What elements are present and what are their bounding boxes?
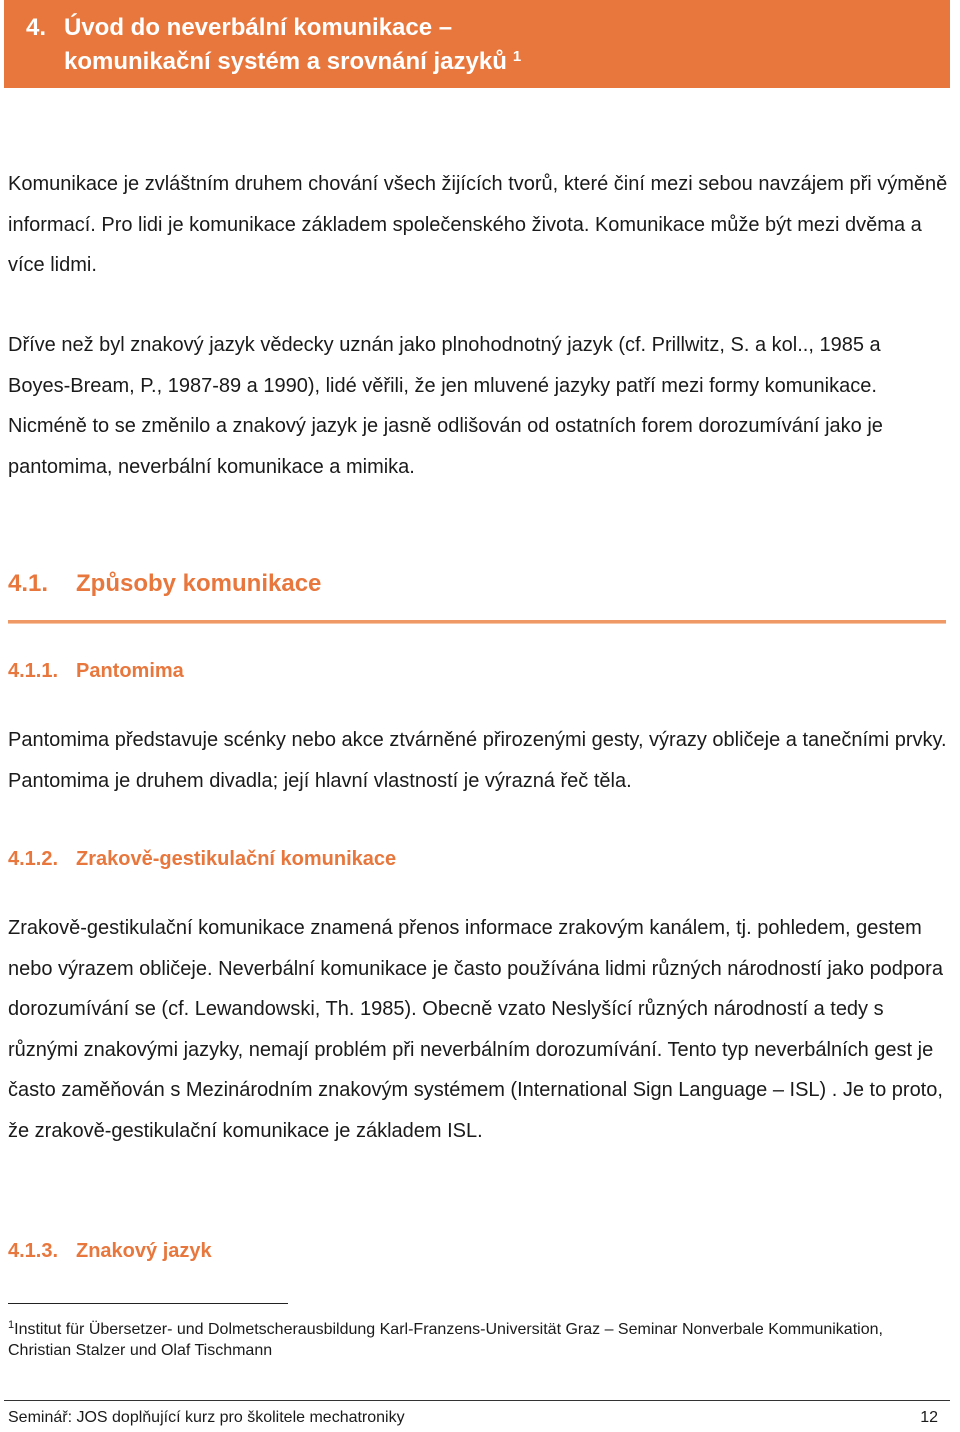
footnote-divider	[8, 1303, 288, 1304]
chapter-title-line2	[64, 48, 521, 76]
page-number: 12	[920, 1409, 938, 1426]
subsection-title: Pantomima	[76, 660, 184, 682]
chapter-title-line1: Úvod do neverbální komunikace –	[64, 14, 453, 41]
footer-title: Seminář: JOS doplňující kurz pro školitele mechatroniky	[8, 1409, 405, 1426]
footer-divider	[4, 1400, 950, 1401]
footnote-text: Institut für Übersetzer- und Dolmetscherausbildung Karl-Franzens-Universität Graz – Seminar Nonverbale Kommunikation, Christian Stalzer und Olaf Tischmann	[8, 1321, 883, 1359]
subsection-title: Znakový jazyk	[76, 1240, 212, 1262]
section-heading	[8, 570, 321, 598]
subsection-heading-znakovy-jazyk	[8, 1240, 212, 1263]
subsection-heading-pantomima	[8, 660, 184, 683]
intro-paragraph-1: Komunikace je zvláštním druhem chování všech žijících tvorů, které činí mezi sebou navzájem při výměně informací. Pro lidi je komunikace základem společenského života. Komunikace může být mezi dvěma a více lidmi.	[8, 173, 948, 276]
footnote-marker: 1	[8, 1319, 15, 1331]
footnote-reference[interactable]: 1	[512, 48, 522, 65]
chapter-header	[4, 0, 950, 88]
chapter-title-line2-text: komunikační systém a srovnání jazyků	[64, 48, 507, 75]
intro-paragraph-2: Dříve než byl znakový jazyk vědecky uznán jako plnohodnotný jazyk (cf. Prillwitz, S. a kol.., 1985 a Boyes-Bream, P., 1987-89 a 1990), lidé věřili, že jen mluvené jazyky patří mezi formy komunikace. Nicméně to se změnilo a znakový jazyk je jasně odlišován od ostatních forem dorozumívání jako je pantomima, neverbální komunikace a mimika.	[8, 334, 883, 478]
chapter-number: 4.	[26, 14, 47, 41]
section-divider	[8, 620, 946, 624]
subsection-number: 4.1.2.	[8, 848, 59, 870]
footnote	[8, 1315, 948, 1361]
subsection-title: Zrakově-gestikulační komunikace	[76, 848, 397, 870]
subsection-number: 4.1.3.	[8, 1240, 59, 1262]
section-title: Způsoby komunikace	[76, 570, 322, 597]
subsection-number: 4.1.1.	[8, 660, 59, 682]
zrakove-gestikulacni-paragraph: Zrakově-gestikulační komunikace znamená přenos informace zrakovým kanálem, tj. pohledem, gestem nebo výrazem obličeje. Neverbální komunikace je často používána lidmi různých národností jako podpora dorozumívání se (cf. Lewandowski, Th. 1985). Obecně vzato Neslyšící různých národností a tedy s různými znakovými jazyky, nemají problém při neverbálním dorozumívání. Tento typ neverbálních gest je často zaměňován s Mezinárodním znakovým systémem (International Sign Language – ISL) . Je to proto, že zrakově-gestikulační komunikace je základem ISL.	[8, 917, 943, 1142]
pantomima-paragraph: Pantomima představuje scénky nebo akce ztvárněné přirozenými gesty, výrazy obličeje a tanečními prvky. Pantomima je druhem divadla; její hlavní vlastností je výrazná řeč těla.	[8, 729, 947, 792]
subsection-heading-zrakove-gestikulacni	[8, 848, 396, 871]
section-number: 4.1.	[8, 570, 49, 597]
